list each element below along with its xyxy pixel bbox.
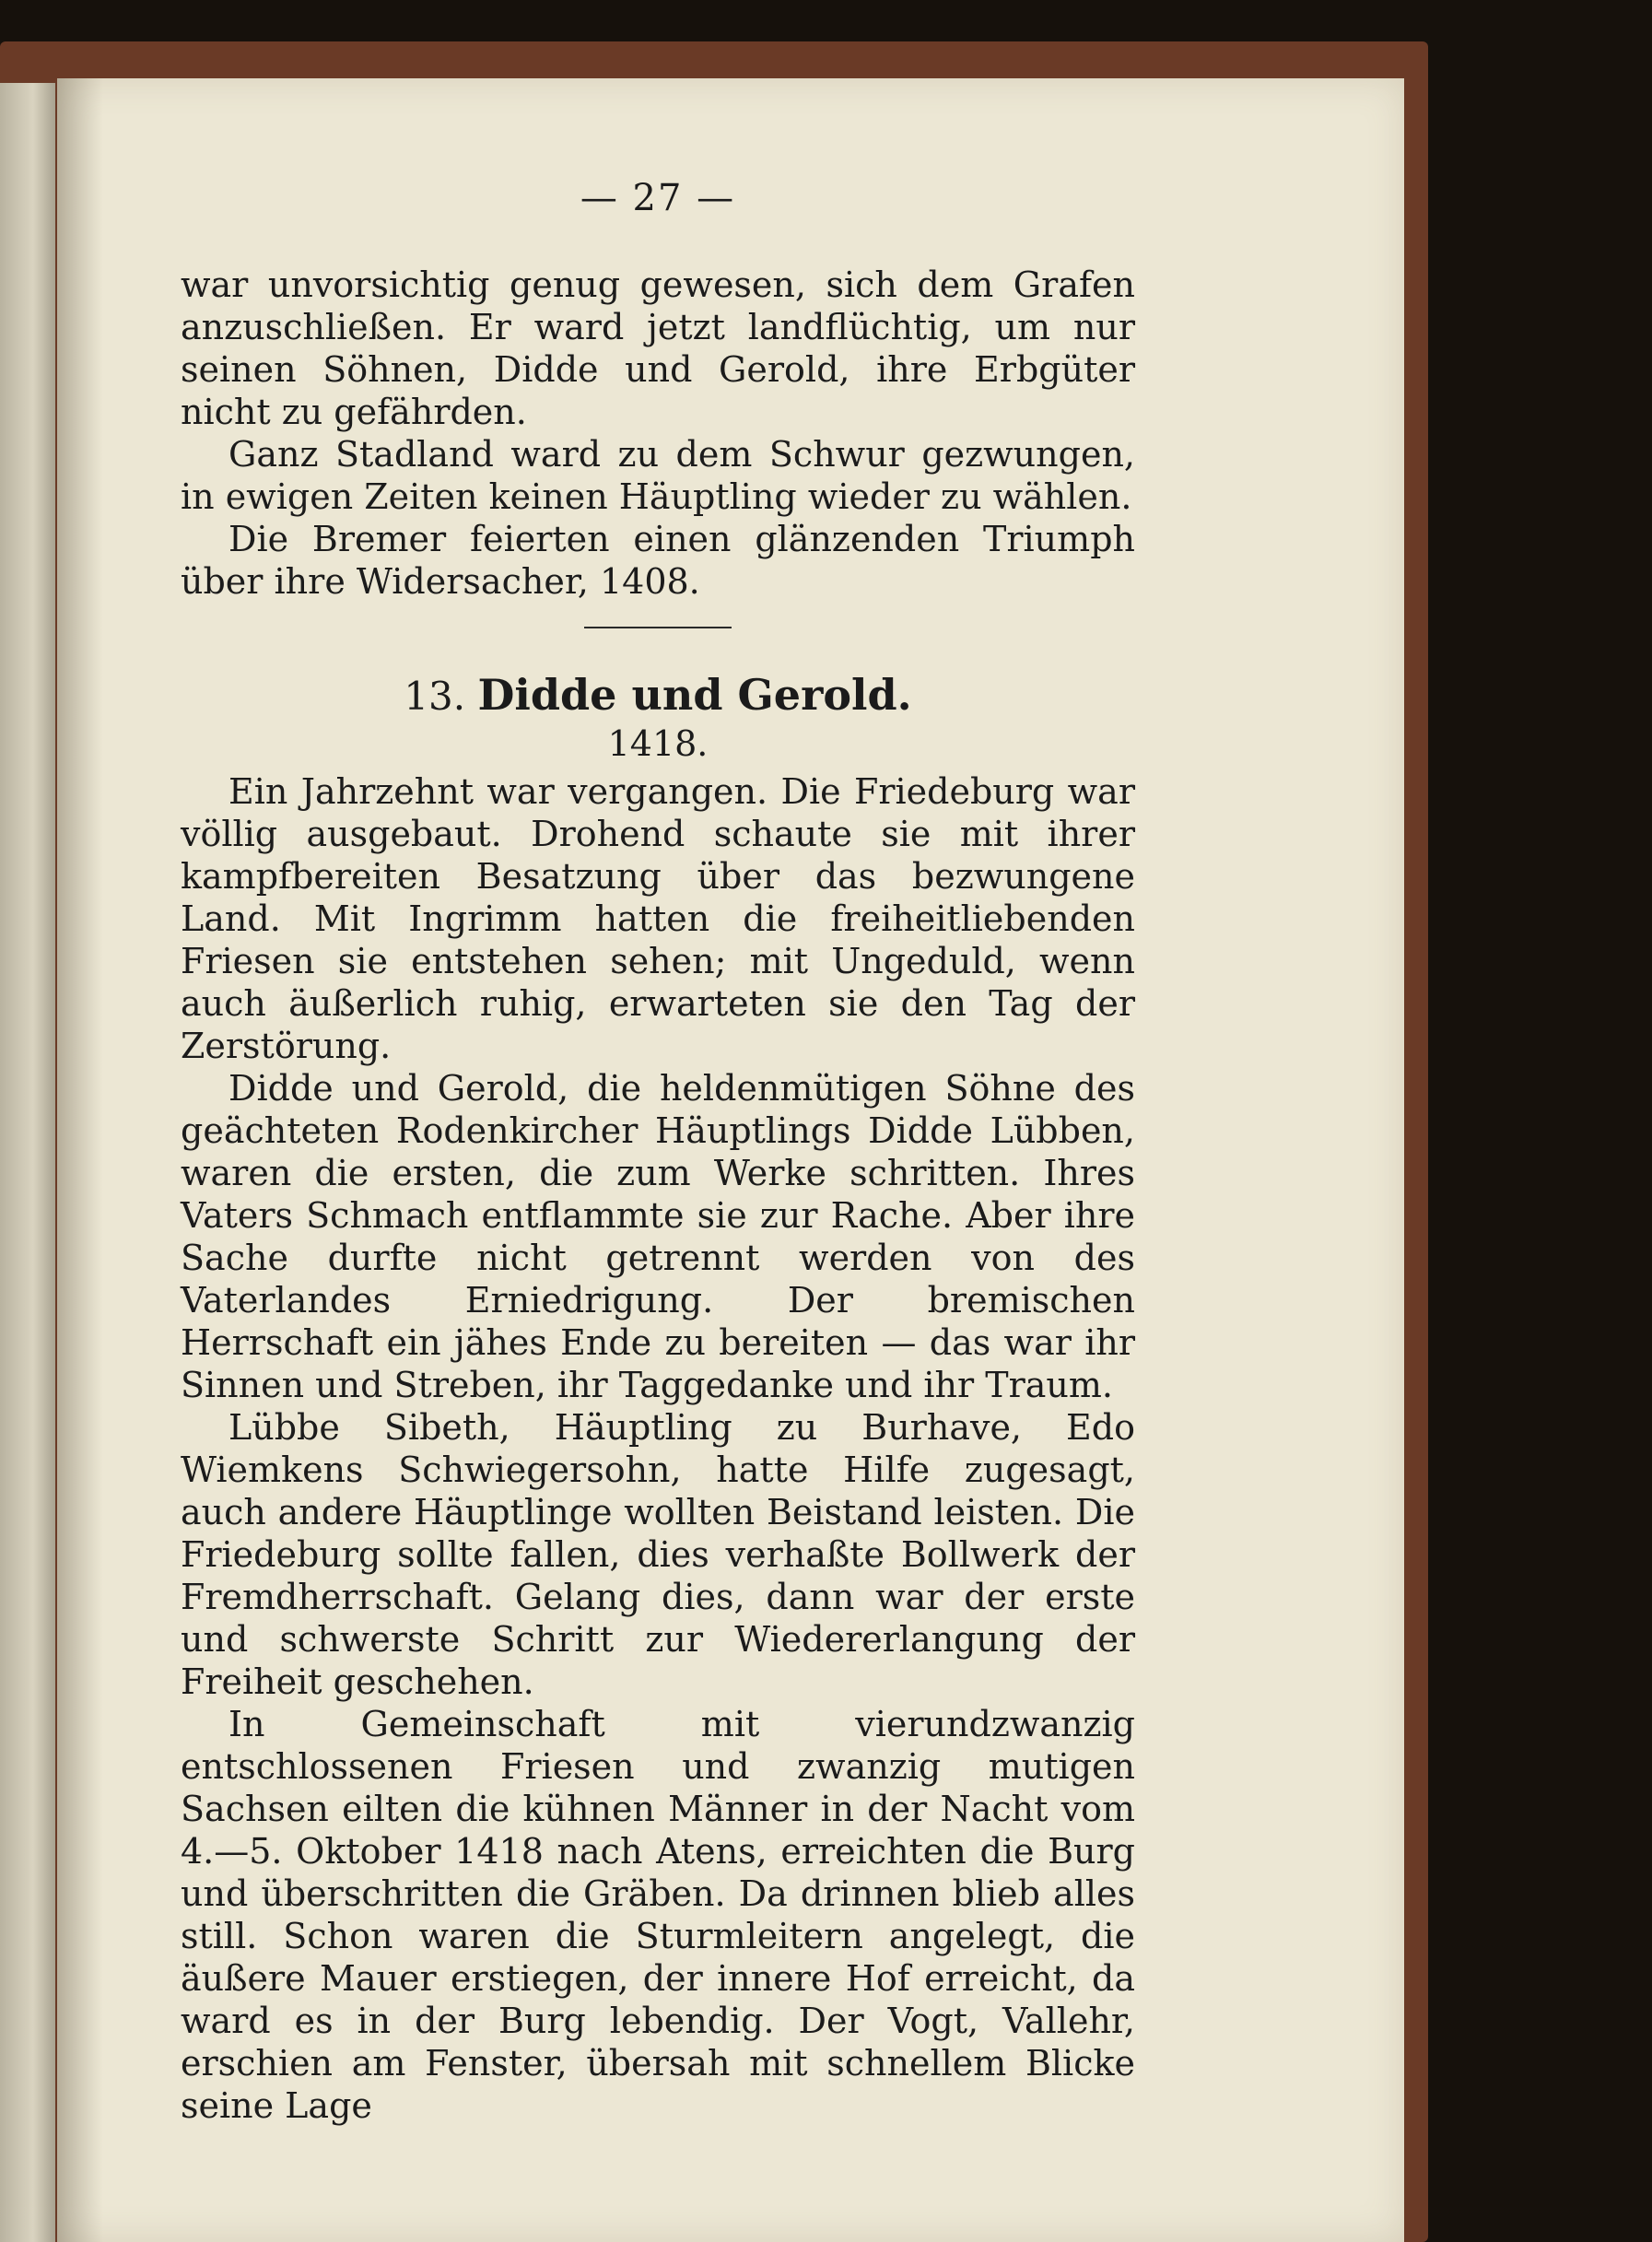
paragraph-jahrzehnt: Ein Jahrzehnt war vergangen. Die Friedeburg war völlig ausgebaut. Drohend schaute sie mit ihrer kampfbereiten Besatzung über das bezwungene Land. Mit Ingrimm hatten die freiheitliebenden Friesen sie entstehen sehen; mit Ungeduld, wenn auch äußerlich ruhig, erwarteten sie den Tag der Zerstörung.	[181, 771, 1135, 1066]
chapter-title: Didde und Gerold.	[477, 670, 912, 720]
gutter-shadow	[57, 78, 103, 2242]
chapter-heading	[181, 671, 1135, 721]
paragraph-continued: war unvorsichtig genug gewesen, sich dem Grafen anzuschließen. Er ward jetzt landflüchtig, um nur seinen Söhnen, Didde und Gerold, ihre Erbgüter nicht zu gefährden.	[181, 264, 1135, 432]
page-number: — 27 —	[580, 177, 736, 219]
previous-page-edge	[0, 83, 55, 2242]
page-content	[181, 175, 1135, 2127]
paragraph-luebbe-sibeth: Lübbe Sibeth, Häuptling zu Burhave, Edo Wiemkens Schwiegersohn, hatte Hilfe zugesagt, auch andere Häuptlinge wollten Beistand leisten. Die Friedeburg sollte fallen, dies verhaßte Bollwerk der Fremdherrschaft. Gelang dies, dann war der erste und schwerste Schritt zur Wiedererlangung der Freiheit geschehen.	[181, 1407, 1135, 1702]
paragraph-didde-gerold: Didde und Gerold, die heldenmütigen Söhne des geächteten Rodenkircher Häuptlings Didde Lübben, waren die ersten, die zum Werke schritten. Ihres Vaters Schmach entflammte sie zur Rache. Aber ihre Sache durfte nicht getrennt werden von des Vaterlandes Erniedrigung. Der bremischen Herrschaft ein jähes Ende zu bereiten — das war ihr Sinnen und Streben, ihr Taggedanke und ihr Traum.	[181, 1068, 1135, 1405]
chapter-number: 13.	[404, 674, 466, 719]
section-divider	[584, 627, 732, 628]
chapter-year: 1418.	[607, 723, 709, 764]
paragraph-stadland: Ganz Stadland ward zu dem Schwur gezwungen, in ewigen Zeiten keinen Häuptling wieder zu wählen.	[181, 434, 1135, 517]
paragraph-bremer: Die Bremer feierten einen glänzenden Triumph über ihre Widersacher, 1408.	[181, 519, 1135, 602]
paragraph-gemeinschaft: In Gemeinschaft mit vierundzwanzig entschlossenen Friesen und zwanzig mutigen Sachsen eilten die kühnen Männer in der Nacht vom 4.—5. Oktober 1418 nach Atens, erreichten die Burg und überschritten die Gräben. Da drinnen blieb alles still. Schon waren die Sturmleitern angelegt, die äußere Mauer erstiegen, der innere Hof erreicht, da ward es in der Burg lebendig. Der Vogt, Vallehr, erschien am Fenster, übersah mit schnellem Blicke seine Lage	[181, 1704, 1135, 2126]
